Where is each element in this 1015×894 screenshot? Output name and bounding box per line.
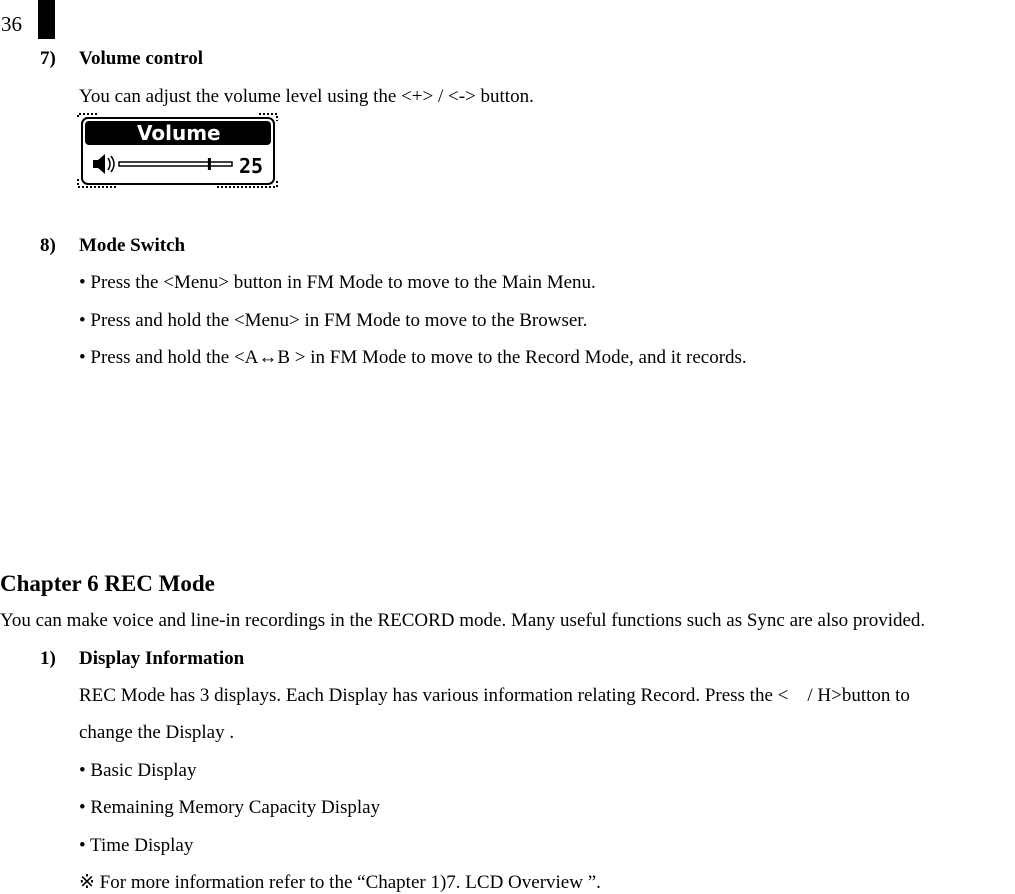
- section-8-bullet: • Press and hold the <A↔B > in FM Mode to move to the Record Mode, and it records.: [79, 347, 747, 368]
- section-1-bullet: • Basic Display: [79, 760, 197, 781]
- section-1-note: ※ For more information refer to the “Chapter 1)7. LCD Overview ”.: [79, 872, 601, 893]
- section-1-bullet: • Time Display: [79, 835, 194, 856]
- volume-lcd-illustration: [77, 113, 279, 189]
- chapter-title: Chapter 6 REC Mode: [0, 571, 215, 596]
- section-1-bullet: • Remaining Memory Capacity Display: [79, 797, 381, 818]
- section-1-body-line: REC Mode has 3 displays. Each Display has various information relating Record. Press the < / H>button to: [79, 685, 910, 706]
- section-1-number: 1): [40, 648, 56, 669]
- page-number: 36: [1, 12, 22, 36]
- volume-slider-track: [119, 162, 232, 166]
- volume-lcd-value: 25: [239, 154, 264, 178]
- volume-lcd-screen: [77, 113, 279, 189]
- section-7-body: You can adjust the volume level using the <+> / <-> button.: [79, 86, 534, 107]
- section-8-number: 8): [40, 235, 56, 256]
- section-7-heading: Volume control: [79, 48, 204, 69]
- volume-lcd-title: Volume: [137, 121, 221, 145]
- section-8-heading: Mode Switch: [79, 235, 186, 256]
- volume-slider-knob: [208, 158, 211, 170]
- chapter-intro: You can make voice and line-in recordings in the RECORD mode. Many useful functions such as Sync are also provided.: [0, 610, 926, 631]
- section-1-body-line: change the Display .: [79, 722, 235, 743]
- section-8-bullet: • Press and hold the <Menu> in FM Mode to move to the Browser.: [79, 310, 588, 331]
- section-8-bullet: • Press the <Menu> button in FM Mode to move to the Main Menu.: [79, 272, 596, 293]
- page-number-bar: [38, 0, 55, 39]
- section-1-heading: Display Information: [79, 648, 245, 669]
- section-7-number: 7): [40, 48, 56, 69]
